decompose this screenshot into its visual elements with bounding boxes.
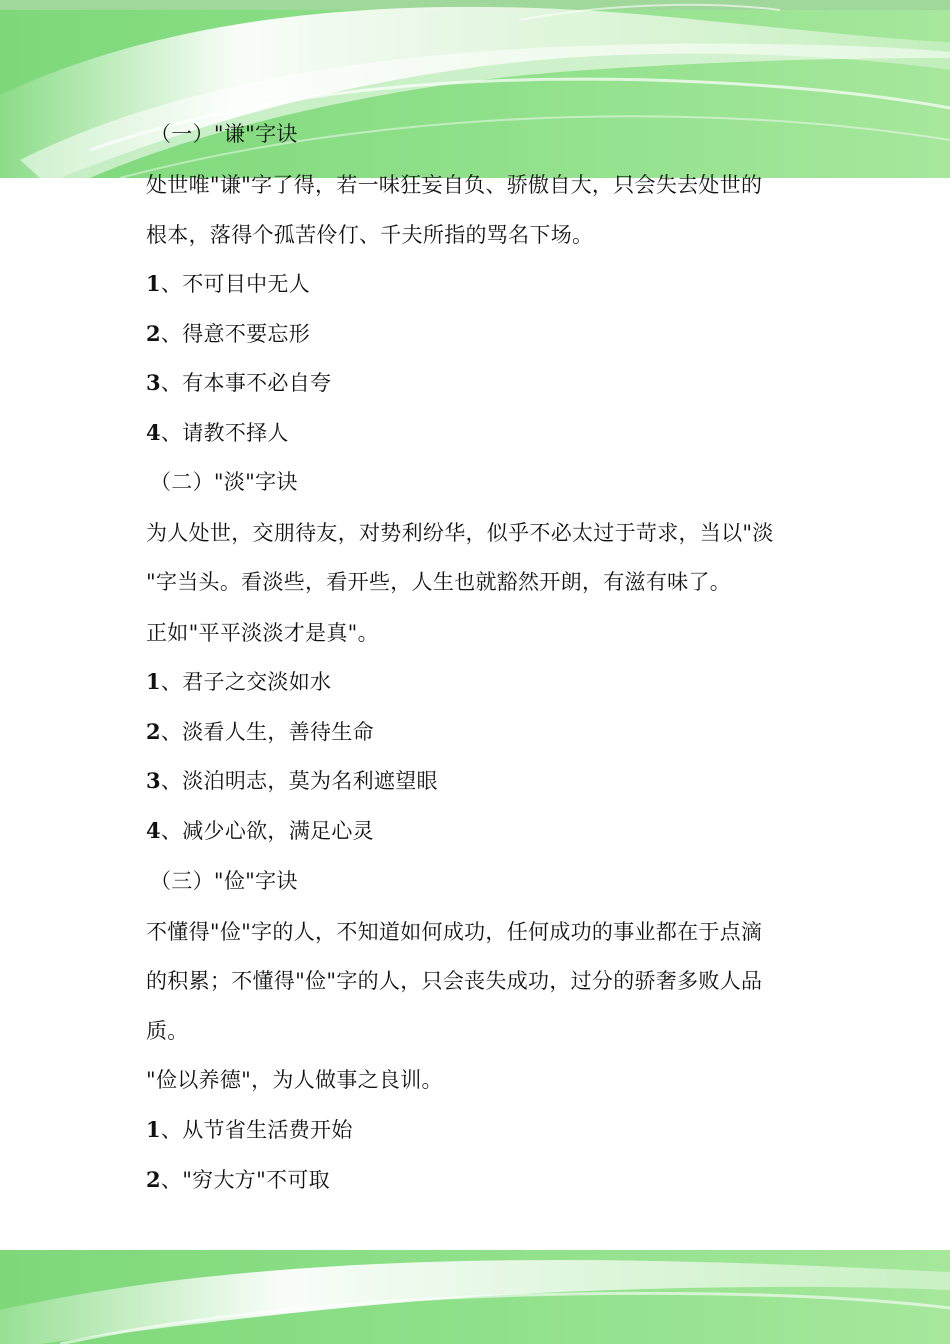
list-item-number: 2 (146, 321, 161, 346)
paragraph-line: "俭以养德"，为人做事之良训。 (146, 1068, 443, 1092)
list-item-text: 、君子之交淡如水 (160, 670, 332, 694)
list-item-text: 、减少心欲，满足心灵 (160, 819, 374, 843)
list-item-text: 、从节省生活费开始 (160, 1118, 353, 1142)
list-item-text: 、请教不择人 (160, 421, 289, 445)
list-item-number: 3 (146, 768, 161, 793)
list-item-text: 、"穷大方"不可取 (160, 1168, 330, 1192)
list-item (146, 717, 374, 747)
bottom-decorative-banner (0, 1250, 950, 1344)
section-heading-qian: （一）"谦"字诀 (150, 122, 298, 146)
list-item (146, 269, 310, 299)
list-item (146, 816, 374, 846)
list-item-number: 2 (146, 719, 161, 744)
paragraph-line: 的积累；不懂得"俭"字的人，只会丧失成功，过分的骄奢多败人品 (146, 969, 763, 993)
list-item (146, 418, 289, 448)
list-item-text: 、淡泊明志，莫为名利遮望眼 (160, 769, 438, 793)
list-item-number: 2 (146, 1167, 161, 1192)
paragraph-line: 为人处世，交朋待友，对势利纷华，似乎不必太过于苛求，当以"淡 (146, 521, 774, 545)
paragraph-line: 不懂得"俭"字的人，不知道如何成功，任何成功的事业都在于点滴 (146, 920, 763, 944)
list-item (146, 1115, 353, 1145)
top-decorative-banner (0, 0, 950, 178)
paragraph-line: "字当头。看淡些，看开些，人生也就豁然开朗，有滋有味了。 (146, 570, 732, 594)
list-item (146, 319, 310, 349)
list-item-number: 3 (146, 370, 161, 395)
top-banner-graphic (0, 0, 950, 178)
section-heading-dan: （二）"淡"字诀 (150, 470, 298, 494)
paragraph-line: 根本，落得个孤苦伶仃、千夫所指的骂名下场。 (146, 223, 594, 247)
list-item (146, 1165, 330, 1195)
section-heading-jian: （三）"俭"字诀 (150, 869, 298, 893)
list-item-text: 、有本事不必自夸 (160, 371, 332, 395)
list-item-text: 、得意不要忘形 (160, 322, 311, 346)
list-item-number: 1 (146, 271, 161, 296)
list-item-text: 、淡看人生，善待生命 (160, 720, 374, 744)
list-item (146, 368, 331, 398)
list-item-number: 4 (146, 818, 161, 843)
list-item-number: 4 (146, 420, 161, 445)
list-item (146, 667, 331, 697)
list-item (146, 766, 438, 796)
paragraph-line: 正如"平平淡淡才是真"。 (146, 621, 379, 645)
paragraph-line: 处世唯"谦"字了得，若一味狂妄自负、骄傲自大，只会失去处世的 (146, 173, 763, 197)
list-item-number: 1 (146, 669, 161, 694)
paragraph-line: 质。 (146, 1019, 189, 1043)
list-item-text: 、不可目中无人 (160, 272, 311, 296)
list-item-number: 1 (146, 1117, 161, 1142)
bottom-banner-graphic (0, 1250, 950, 1344)
